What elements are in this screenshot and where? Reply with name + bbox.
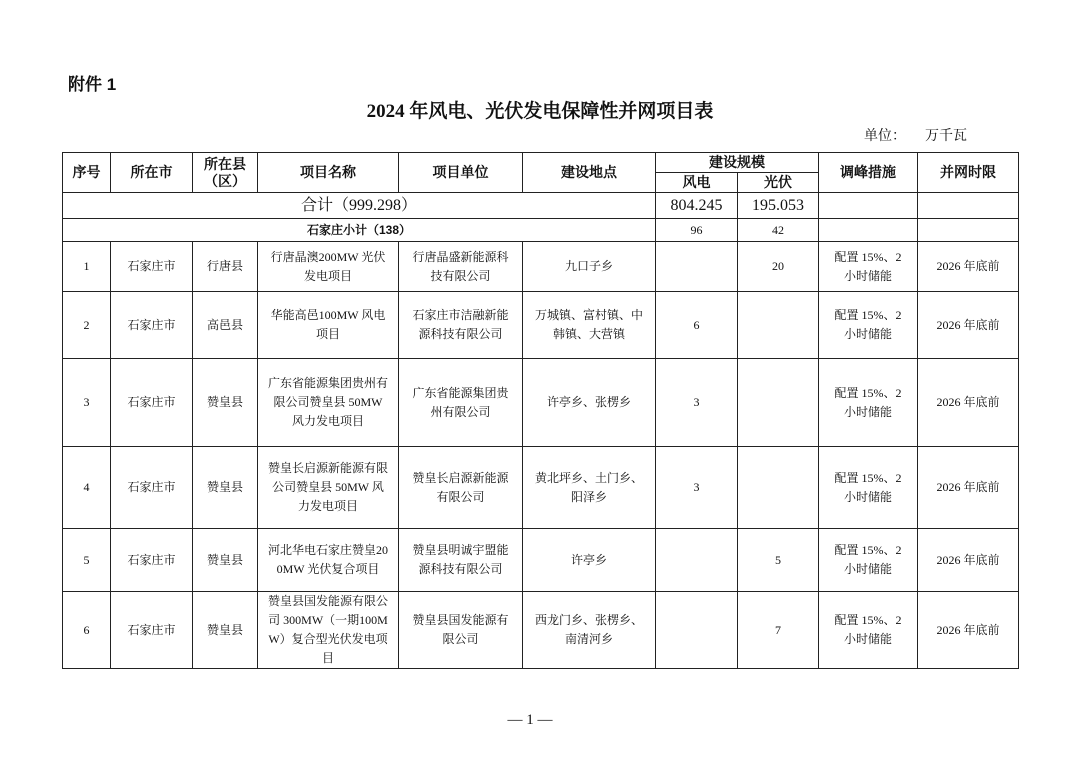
table-row [63, 292, 1019, 359]
header-index: 序号 [63, 153, 111, 193]
cell-location: 黄北坪乡、土门乡、阳泽乡 [523, 447, 656, 529]
header-peak-shaving: 调峰措施 [819, 153, 918, 193]
cell-wind: 6 [656, 292, 738, 359]
cell-grid-deadline: 2026 年底前 [918, 292, 1019, 359]
header-county-line2: （区） [204, 172, 246, 189]
cell-location: 西龙门乡、张楞乡、南清河乡 [523, 592, 656, 669]
header-city: 所在市 [111, 153, 193, 193]
cell-peak-shaving: 配置 15%、2 小时储能 [819, 242, 918, 292]
cell-grid-deadline: 2026 年底前 [918, 592, 1019, 669]
cell-project-unit: 赞皇县国发能源有限公司 [399, 592, 523, 669]
cell-solar [738, 292, 819, 359]
cell-county: 赞皇县 [193, 359, 258, 447]
header-county [193, 153, 258, 193]
total-solar: 195.053 [738, 193, 819, 219]
cell-index: 5 [63, 529, 111, 592]
cell-project-name: 赞皇县国发能源有限公司 300MW（一期100MW）复合型光伏发电项目 [258, 592, 399, 669]
cell-grid-deadline: 2026 年底前 [918, 529, 1019, 592]
table-row [63, 529, 1019, 592]
header-project-name: 项目名称 [258, 153, 399, 193]
cell-peak-shaving: 配置 15%、2 小时储能 [819, 529, 918, 592]
subtotal-wind: 96 [656, 219, 738, 242]
cell-project-name: 河北华电石家庄赞皇200MW 光伏复合项目 [258, 529, 399, 592]
header-scale: 建设规模 [656, 153, 819, 173]
cell-project-name: 广东省能源集团贵州有限公司赞皇县 50MW 风力发电项目 [258, 359, 399, 447]
cell-county: 赞皇县 [193, 529, 258, 592]
cell-location: 九口子乡 [523, 242, 656, 292]
cell-city: 石家庄市 [111, 529, 193, 592]
table-row [63, 359, 1019, 447]
table-row [63, 592, 1019, 669]
cell-peak-shaving: 配置 15%、2 小时储能 [819, 359, 918, 447]
document-title: 2024 年风电、光伏发电保障性并网项目表 [366, 101, 714, 122]
cell-grid-deadline: 2026 年底前 [918, 447, 1019, 529]
attachment-label: 附件 1 [68, 75, 117, 94]
total-peak-empty [819, 193, 918, 219]
table-row [63, 242, 1019, 292]
total-row [63, 193, 1019, 219]
subtotal-row [63, 219, 1019, 242]
cell-county: 高邑县 [193, 292, 258, 359]
cell-city: 石家庄市 [111, 242, 193, 292]
header-county-line1: 所在县 [204, 155, 246, 172]
header-solar: 光伏 [738, 173, 819, 193]
cell-grid-deadline: 2026 年底前 [918, 242, 1019, 292]
cell-peak-shaving: 配置 15%、2 小时储能 [819, 592, 918, 669]
subtotal-deadline-empty [918, 219, 1019, 242]
unit-label: 单位： [864, 129, 906, 144]
cell-index: 2 [63, 292, 111, 359]
cell-project-unit: 广东省能源集团贵州有限公司 [399, 359, 523, 447]
cell-city: 石家庄市 [111, 592, 193, 669]
cell-county: 赞皇县 [193, 447, 258, 529]
cell-solar [738, 447, 819, 529]
total-deadline-empty [918, 193, 1019, 219]
cell-county: 赞皇县 [193, 592, 258, 669]
cell-wind [656, 592, 738, 669]
cell-location: 许亭乡 [523, 529, 656, 592]
subtotal-label: 石家庄小计（138） [63, 219, 656, 242]
cell-peak-shaving: 配置 15%、2 小时储能 [819, 447, 918, 529]
header-wind: 风电 [656, 173, 738, 193]
cell-county: 行唐县 [193, 242, 258, 292]
cell-city: 石家庄市 [111, 447, 193, 529]
cell-project-name: 行唐晶澳200MW 光伏发电项目 [258, 242, 399, 292]
header-grid-deadline: 并网时限 [918, 153, 1019, 193]
cell-wind [656, 242, 738, 292]
cell-index: 3 [63, 359, 111, 447]
cell-location: 万城镇、富村镇、中韩镇、大营镇 [523, 292, 656, 359]
cell-project-name: 赞皇长启源新能源有限公司赞皇县 50MW 风力发电项目 [258, 447, 399, 529]
cell-index: 6 [63, 592, 111, 669]
cell-location: 许亭乡、张楞乡 [523, 359, 656, 447]
total-label: 合计（999.298） [63, 193, 656, 219]
cell-project-unit: 赞皇长启源新能源有限公司 [399, 447, 523, 529]
total-wind: 804.245 [656, 193, 738, 219]
cell-wind: 3 [656, 359, 738, 447]
page-number: — 1 — [507, 712, 553, 728]
subtotal-peak-empty [819, 219, 918, 242]
cell-solar: 7 [738, 592, 819, 669]
cell-grid-deadline: 2026 年底前 [918, 359, 1019, 447]
cell-city: 石家庄市 [111, 359, 193, 447]
header-location: 建设地点 [523, 153, 656, 193]
cell-solar: 5 [738, 529, 819, 592]
unit-value: 万千瓦 [925, 129, 967, 144]
cell-project-name: 华能高邑100MW 风电项目 [258, 292, 399, 359]
cell-peak-shaving: 配置 15%、2 小时储能 [819, 292, 918, 359]
cell-city: 石家庄市 [111, 292, 193, 359]
cell-project-unit: 石家庄市洁融新能源科技有限公司 [399, 292, 523, 359]
header-row [63, 153, 1019, 173]
cell-solar [738, 359, 819, 447]
cell-solar: 20 [738, 242, 819, 292]
cell-index: 1 [63, 242, 111, 292]
table-row [63, 447, 1019, 529]
cell-wind: 3 [656, 447, 738, 529]
cell-index: 4 [63, 447, 111, 529]
cell-wind [656, 529, 738, 592]
header-project-unit: 项目单位 [399, 153, 523, 193]
cell-project-unit: 行唐晶盛新能源科技有限公司 [399, 242, 523, 292]
cell-project-unit: 赞皇县明诚宇盟能源科技有限公司 [399, 529, 523, 592]
subtotal-solar: 42 [738, 219, 819, 242]
project-table [62, 152, 1019, 669]
